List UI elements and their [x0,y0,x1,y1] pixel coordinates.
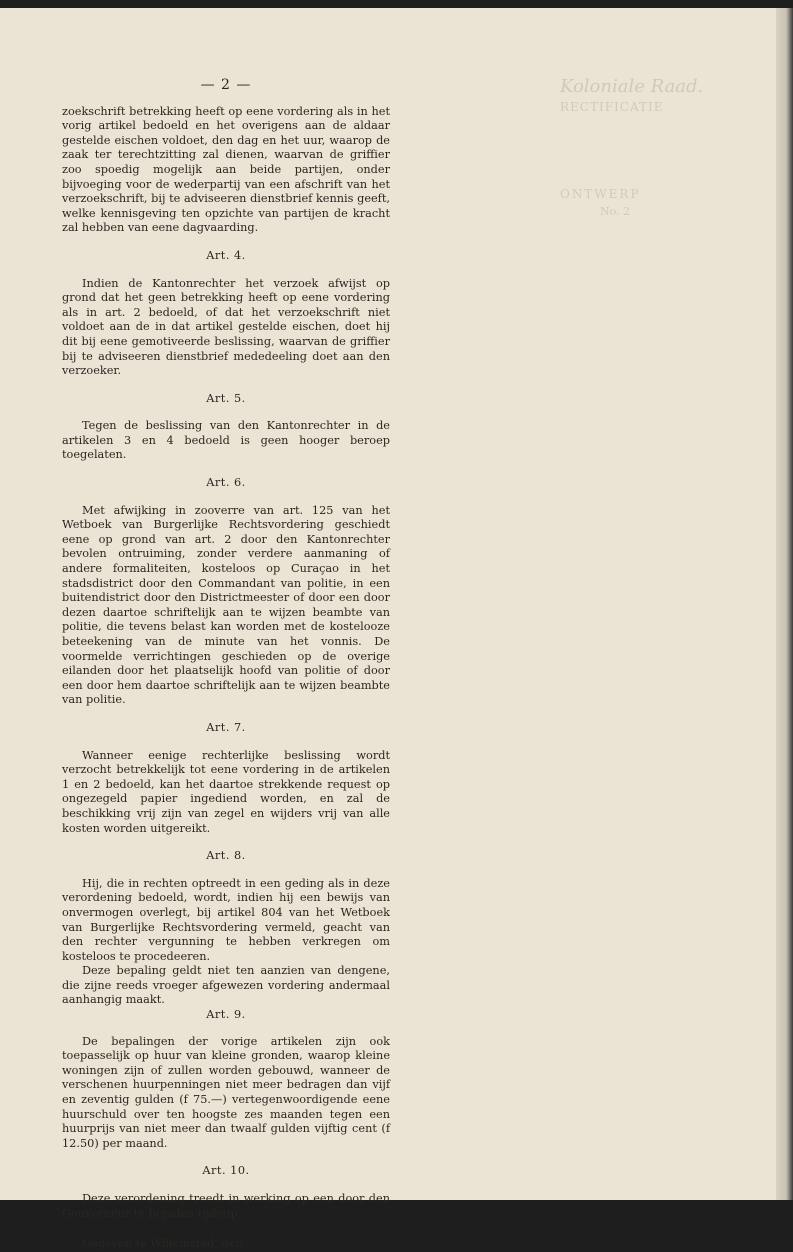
article-paragraph: Wanneer eenige rechterlijke beslissing wordt verzocht betrekkelijk tot eene vordering in de artikelen 1 en 2 bedoeld, kan het daartoe strekkende request op ongezegeld papier ingediend worden, en zal de beschikking vrij zijn van zegel en wijders vrij van alle kosten worden uitgereikt. [62,748,390,835]
page-edge [776,8,793,1200]
article-heading: Art. 9. [206,1008,246,1022]
article-paragraph: Hij, die in rechten optreedt in een geding als in deze verordening bedoeld, wordt, indien hij een bewijs van onvermogen overlegt, bij artikel 804 van het Wetboek van Burgerlijke Rechtsvordering vermeld, geacht van den rechter vergunning te hebben verkregen om kosteloos te procedeeren. [62,876,390,963]
article-heading: Art. 5. [206,391,246,405]
closing-line: Gegeven te Willemstad, den [82,1237,243,1251]
article-paragraph: Deze verordening treedt in werking op een door den Gouverneur te bepalen tijdstip. [62,1192,390,1220]
intro-paragraph: zoekschrift betrekking heeft op eene vordering als in het vorig artikel bedoeld en het overigens aan de aldaar gestelde eischen voldoet, den dag en het uur, waarop de zaak ter terechtzitting zal dienen, waarvan de griffier zoo spoedig mogelijk aan beide partijen, onder bijvoeging voor de wederpartij van een afschrift van het verzoekschrift, bij te adviseeren dienstbrief kennis geeft, welke kennisgeving ten opzichte van partijen de kracht zal hebben van eene dagvaarding. [62,104,390,235]
article-paragraph: Met afwijking in zooverre van art. 125 van het Wetboek van Burgerlijke Rechtsvordering geschiedt eene op grond van art. 2 door den Kantonrechter bevolen ontruiming, zonder verdere aanmaning of andere formaliteiten, kosteloos op Curaçao in het stadsdistrict door den Commandant van politie, in een buitendistrict door den Districtmeester of door een door dezen daartoe schriftelijk aan te wijzen beambte van politie, die tevens belast kan worden met de kostelooze beteekening van de minute van het vonnis. De voormelde verrichtingen geschieden op de overige eilanden door het plaatselijk hoofd van politie of door een door hem daartoe schriftelijk aan te wijzen beambte van politie. [62,503,390,707]
article-paragraph: Indien de Kantonrechter het verzoek afwijst op grond dat het geen betrekking heeft op eene vordering als in art. 2 bedoeld, of dat het verzoekschrift niet voldoet aan de in dat artikel gestelde eischen, doet hij dit bij eene gemotiveerde beslissing, waarvan de griffier bij te adviseeren dienstbrief mededeeling doet aan den verzoeker. [62,276,390,378]
bleed-line: RECTIFICATIE [560,100,664,114]
article-heading: Art. 10. [202,1164,250,1178]
article-heading: Art. 6. [206,476,246,490]
document-page [0,8,776,1251]
bleed-line: ONTWERP [560,187,641,201]
article-paragraph: Deze bepaling geldt niet ten aanzien van dengene, die zijne reeds vroeger afgewezen vordering andermaal aanhangig maakt. [62,964,390,1007]
article-heading: Art. 8. [206,849,246,863]
page-number: — 2 — [200,77,252,93]
bleed-line: No. 2 [600,205,631,218]
article-heading: Art. 7. [206,720,246,734]
document-body [62,78,390,1252]
bleed-through-text [560,78,770,338]
article-paragraph: Tegen de beslissing van den Kantonrechter in de artikelen 3 en 4 bedoeld is geen hooger beroep toegelaten. [62,419,390,462]
article-paragraph: De bepalingen der vorige artikelen zijn ook toepasselijk op huur van kleine gronden, waarop kleine woningen zijn of zullen worden gebouwd, wanneer de verschenen huurpenningen niet meer bedragen dan vijf en zeventig gulden (f 75.—) vertegenwoordigende eene huurschuld over ten hoogste zes maanden tegen een huurprijs van niet meer dan twaalf gulden vijftig cent (f 12.50) per maand. [62,1034,390,1150]
article-heading: Art. 4. [206,248,246,262]
bleed-line: Koloniale Raad. [560,76,704,97]
